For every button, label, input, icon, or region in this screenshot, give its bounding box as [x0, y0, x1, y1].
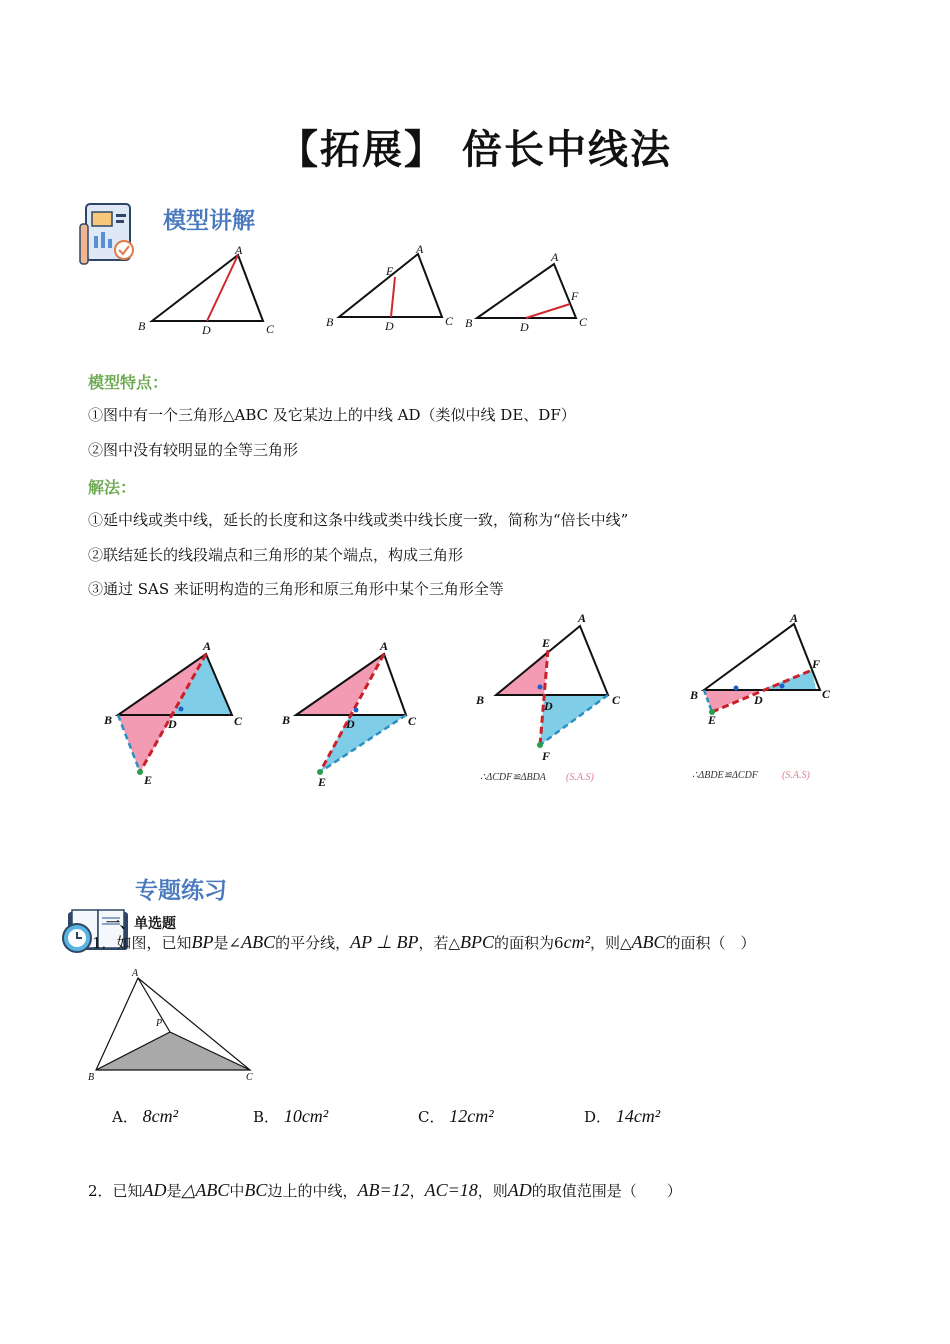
- svg-text:C: C: [408, 714, 417, 728]
- proof-text-4: ∴ΔBDE≌ΔCDF: [692, 770, 758, 781]
- svg-text:C: C: [445, 314, 454, 328]
- svg-text:E: E: [708, 713, 717, 727]
- question-2-stem: 2．已知AD是△ABC中BC边上的中线，AB=12，AC=18，则AD的取值范围是（ ）: [88, 1180, 682, 1200]
- feature-line-1: ①图中有一个三角形△ABC 及它某边上的中线 AD（类似中线 DE、DF）: [88, 406, 576, 424]
- svg-text:C: C: [266, 322, 275, 336]
- question-type-heading: 一、单选题: [106, 916, 176, 932]
- svg-text:D: D: [754, 693, 763, 707]
- svg-text:F: F: [571, 289, 579, 303]
- svg-text:P: P: [156, 1018, 163, 1029]
- svg-text:B: B: [138, 319, 146, 333]
- svg-text:E: E: [318, 775, 327, 789]
- svg-text:D: D: [520, 320, 529, 334]
- model-diagrams-basic: [130, 244, 600, 344]
- svg-text:D: D: [202, 323, 211, 337]
- svg-text:D: D: [346, 717, 355, 731]
- svg-text:A: A: [416, 244, 424, 256]
- svg-text:E: E: [386, 264, 394, 278]
- svg-text:D: D: [168, 717, 177, 731]
- svg-text:E: E: [144, 773, 153, 787]
- svg-text:B: B: [88, 1072, 95, 1083]
- svg-text:F: F: [812, 657, 821, 671]
- svg-text:C: C: [234, 714, 243, 728]
- svg-text:B: B: [282, 713, 291, 727]
- svg-text:E: E: [542, 636, 551, 650]
- svg-text:A: A: [203, 639, 212, 653]
- svg-text:C: C: [579, 315, 588, 329]
- proof-text-3: ∴ΔCDF≌ΔBDA: [480, 772, 546, 783]
- svg-text:D: D: [385, 319, 394, 333]
- page-title: 【拓展】 倍长中线法: [278, 127, 672, 173]
- solution-line-1: ①延中线或类中线，延长的长度和这条中线或类中线长度一致，简称为“倍长中线”: [88, 511, 629, 529]
- svg-text:C: C: [612, 693, 621, 707]
- svg-text:B: B: [465, 316, 473, 330]
- option-d[interactable]: D． 14cm²: [584, 1106, 661, 1126]
- question-1-figure: [80, 966, 270, 1086]
- section-heading-model: 模型讲解: [163, 208, 255, 234]
- svg-text:A: A: [132, 968, 139, 979]
- question-1-stem: 1．如图，已知BP是∠ABC的平分线，AP ⊥ BP，若△BPC的面积为6cm²，则△ABC的面积（ ）: [92, 932, 756, 952]
- svg-text:C: C: [822, 687, 831, 701]
- svg-text:A: A: [380, 639, 389, 653]
- section-heading-practice: 专题练习: [135, 878, 227, 904]
- svg-text:A: A: [551, 250, 559, 264]
- solution-line-3: ③通过 SAS 来证明构造的三角形和原三角形中某个三角形全等: [88, 580, 504, 598]
- solution-line-2: ②联结延长的线段端点和三角形的某个端点，构成三角形: [88, 546, 464, 564]
- svg-text:B: B: [690, 688, 699, 702]
- option-b[interactable]: B． 10cm²: [253, 1106, 329, 1126]
- proof-sas-3: (S.A.S): [566, 772, 594, 783]
- label-a: A: [235, 244, 243, 257]
- svg-text:A: A: [790, 612, 799, 625]
- svg-text:B: B: [326, 315, 334, 329]
- construction-diagrams: [88, 612, 848, 792]
- svg-text:B: B: [104, 713, 113, 727]
- svg-text:D: D: [544, 699, 553, 713]
- svg-text:B: B: [476, 693, 485, 707]
- svg-text:C: C: [246, 1072, 253, 1083]
- feature-line-2: ②图中没有较明显的全等三角形: [88, 441, 299, 459]
- proof-sas-4: (S.A.S): [782, 770, 810, 781]
- svg-text:F: F: [542, 749, 551, 763]
- option-a[interactable]: A． 8cm²: [112, 1106, 179, 1126]
- option-c[interactable]: C． 12cm²: [418, 1106, 494, 1126]
- solution-heading: 解法：: [88, 478, 137, 497]
- svg-text:A: A: [578, 612, 587, 625]
- features-heading: 模型特点：: [88, 373, 169, 392]
